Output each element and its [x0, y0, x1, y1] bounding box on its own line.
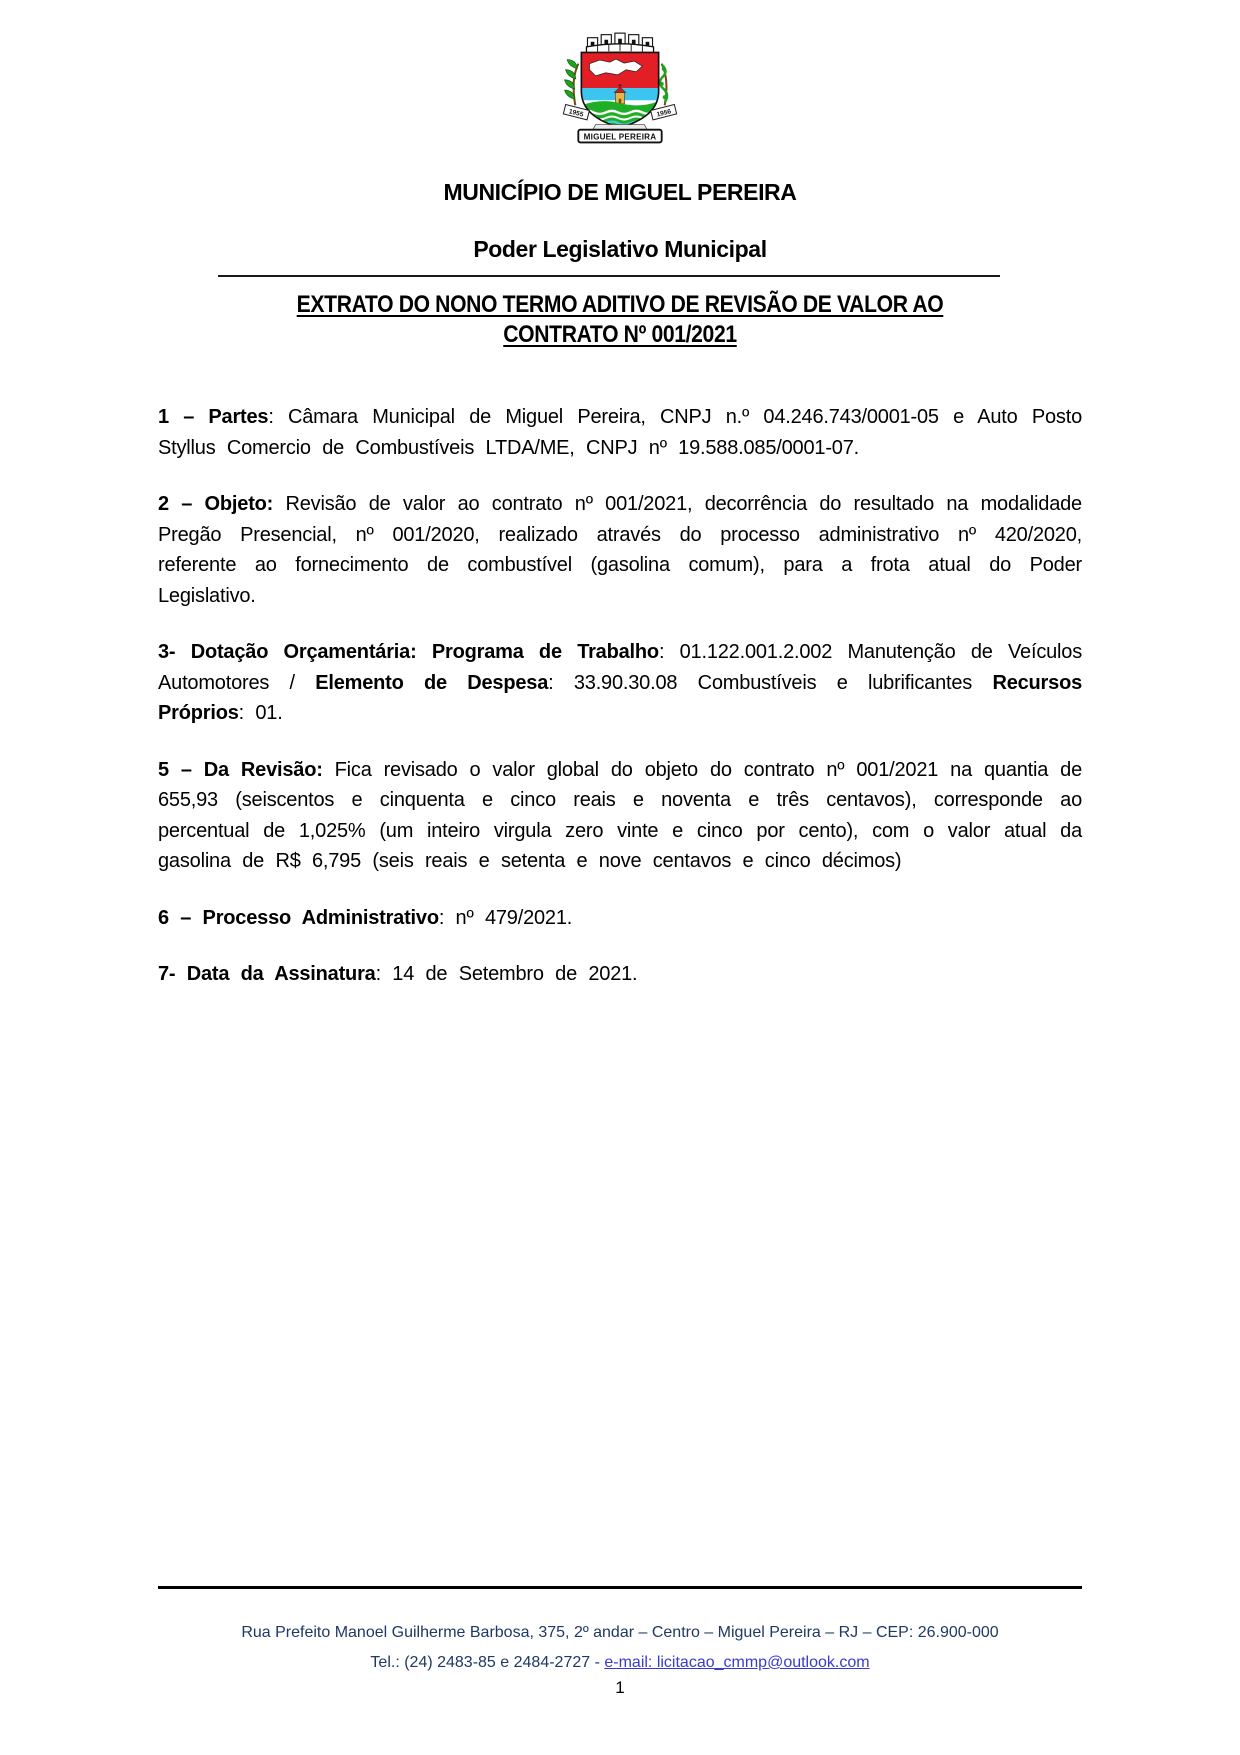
text-run: 6 – Processo Administrativo [158, 906, 439, 929]
paragraph-partes [158, 402, 1082, 463]
paragraph-dotacao [158, 637, 1082, 729]
paragraph-revisao [158, 755, 1082, 877]
org-branch: Poder Legislativo Municipal [473, 236, 767, 262]
doc-title-line1: EXTRATO DO NONO TERMO ADITIVO DE REVISÃO DE VALOR AO [296, 291, 944, 318]
text-run: 1 – Partes [158, 406, 269, 428]
text-run: Fica revisado o valor global do objeto do contrato nº 001/2021 na quantia de 655,93 (seiscentos e cinquenta e cinco reais e noventa e três centavos), corresponde ao percentual de 1,025% (um inteiro virgula zero vinte e cinco por cento), com o valor atual da gasolina de R$ 6,795 (seis reais e setenta e nove centavos e cinco décimos) [158, 758, 1082, 872]
left-branch-icon [565, 60, 579, 106]
text-run: : Câmara Municipal de Miguel Pereira, CNPJ n.º 04.246.743/0001-05 e Auto Posto Styllus Comercio de Combustíveis LTDA/ME, CNPJ nº 19.588.085/0001-07. [158, 406, 1082, 459]
text-run: 5 – Da Revisão: [158, 758, 323, 781]
text-run: Recursos Próprios [158, 671, 1083, 724]
footer-email-link[interactable]: e-mail: licitacao_cmmp@outlook.com [604, 1654, 870, 1671]
text-run: 2 – Objeto: [158, 493, 274, 515]
org-name: MUNICÍPIO DE MIGUEL PEREIRA [443, 179, 797, 205]
text-run: : 01. [238, 702, 283, 724]
header-divider [218, 275, 1000, 277]
year-right-label: 1956 [656, 108, 672, 119]
text-run: : 01.122.001.2.002 Manutenção de Veículos Automotores / [158, 641, 1083, 694]
text-run: 3- Dotação Orçamentária: Programa de Trabalho [158, 641, 659, 663]
page-number: 1 [615, 1678, 625, 1697]
right-vine-icon [660, 64, 667, 106]
text-run: : 33.90.30.08 Combustíveis e lubrificantes [548, 671, 993, 694]
footer-address: Rua Prefeito Manoel Guilherme Barbosa, 375, 2º andar – Centro – Miguel Pereira – RJ – CEP: 26.900-000 [241, 1624, 999, 1641]
paragraph-assinatura [158, 959, 1082, 990]
crest-svg [559, 28, 681, 144]
doc-title [74, 290, 1165, 350]
text-run: Elemento de Despesa [315, 671, 549, 694]
text-run: 7- Data da Assinatura [158, 963, 376, 985]
footer-divider [158, 1586, 1082, 1589]
municipal-crest [559, 28, 681, 144]
doc-title-line2: CONTRATO Nº 001/2021 [503, 321, 737, 348]
name-banner-label: MIGUEL PEREIRA [583, 132, 657, 142]
footer [0, 1618, 1240, 1678]
paragraph-objeto [158, 489, 1082, 611]
document-body [158, 402, 1082, 1016]
shield [581, 52, 658, 127]
text-run: : 14 de Setembro de 2021. [375, 963, 638, 985]
text-run: : nº 479/2021. [438, 906, 573, 929]
name-banner [578, 130, 661, 143]
footer-contact [0, 1648, 1240, 1678]
text-run: Revisão de valor ao contrato nº 001/2021, decorrência do resultado na modalidade Pregão Presencial, nº 001/2020, realizado através do processo administrativo nº 420/2020, referente ao fornecimento de combustível (gasolina comum), para a frota atual do Poder Legislativo. [158, 493, 1082, 607]
paragraph-processo [158, 903, 1082, 934]
footer-phone: Tel.: (24) 2483-85 e 2484-2727 - [370, 1654, 605, 1671]
year-left-label: 1955 [568, 108, 584, 119]
